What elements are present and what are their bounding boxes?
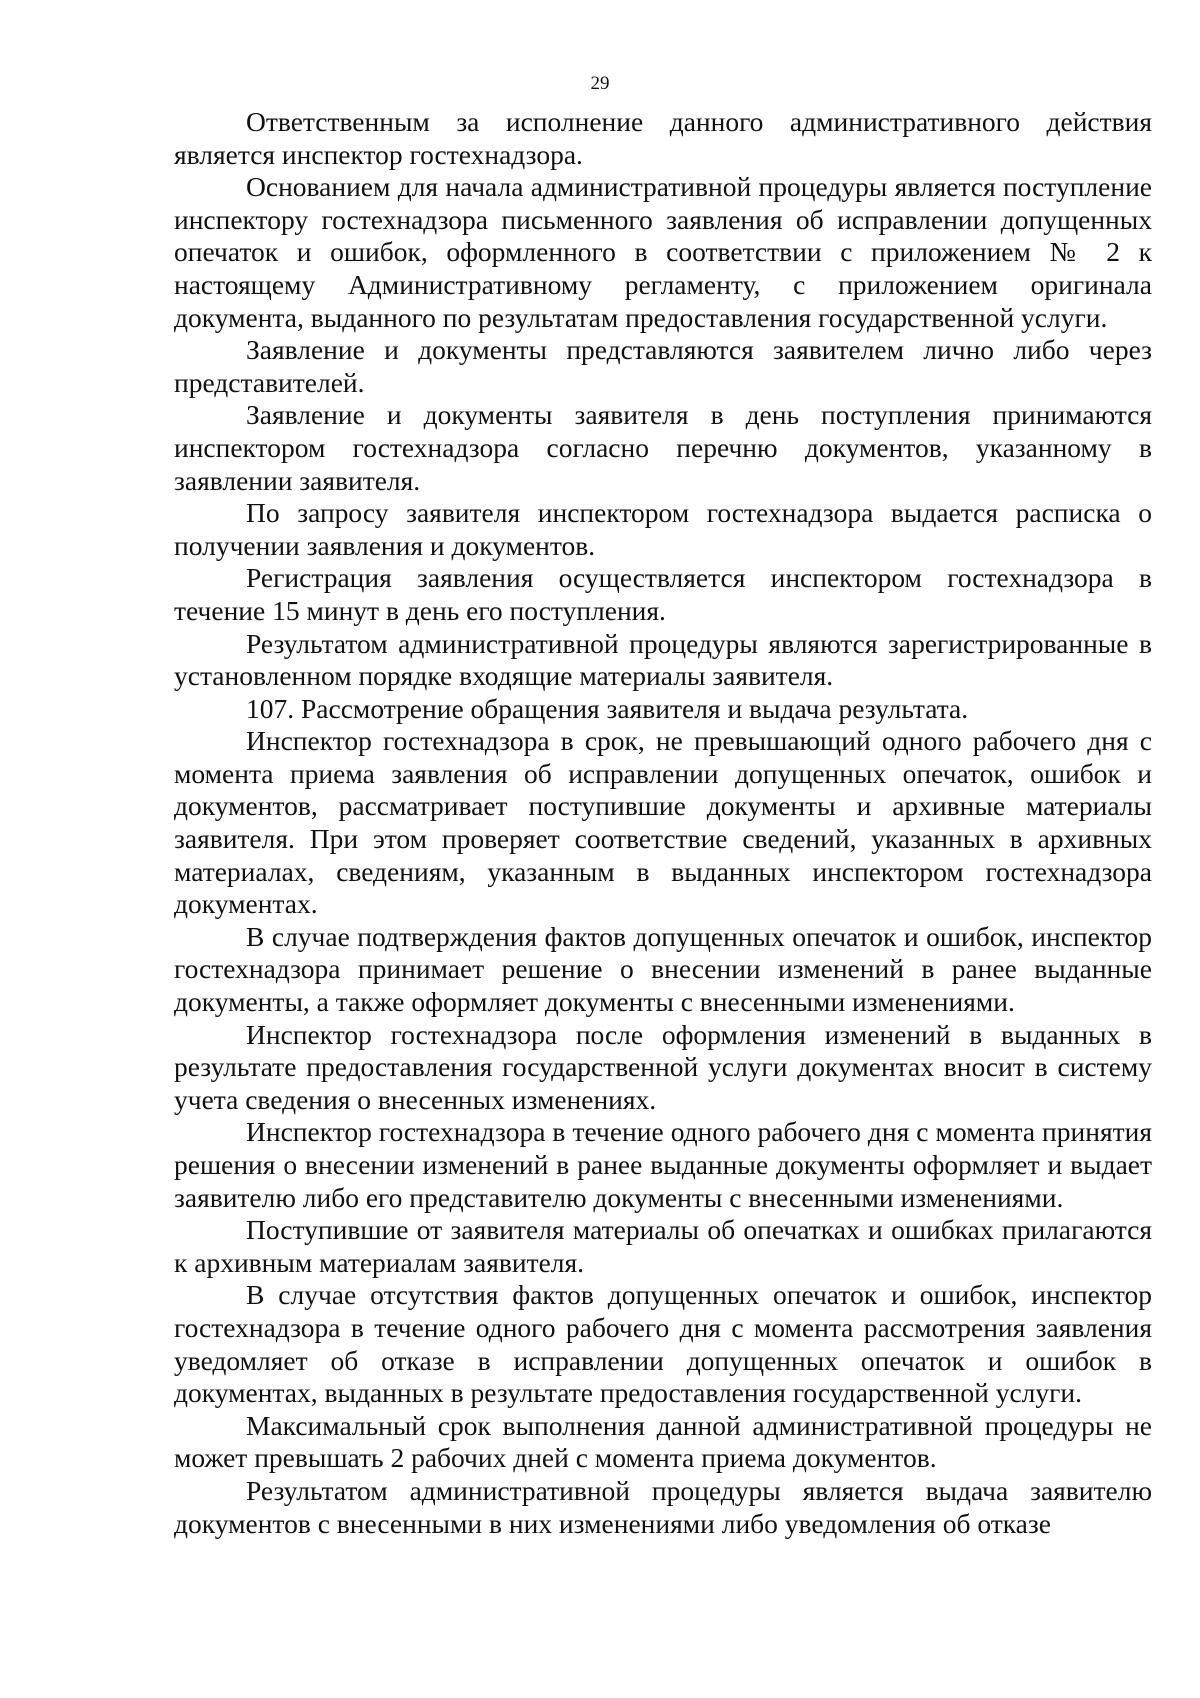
paragraph-item-107: 107. Рассмотрение обращения заявителя и выдача результата. xyxy=(246,692,969,724)
paragraph-submission: Заявление и документы представляются заявителем лично либо через представителей. xyxy=(174,334,1152,398)
paragraph-accounting: Инспектор гостехнадзора после оформления изменений в выданных в результате предоставления государственной услуги документах вносит в систему учета сведения о внесенных изменениях. xyxy=(174,1018,1152,1115)
paragraph-final-result: Результатом административной процедуры является выдача заявителю документов с внесенными в них изменениями либо уведомления об отказе xyxy=(174,1474,1152,1539)
paragraph-grounds: Основанием для начала административной процедуры является поступление инспектору гостехнадзора письменного заявления об исправлении допущенных опечаток и ошибок, оформленного в соответствии с приложением № 2 к настоящему Административному регламенту, с приложением оригинала документа, выданного по результатам предоставления государственной услуги. xyxy=(174,171,1152,333)
paragraph-max-term: Максимальный срок выполнения данной административной процедуры не может превышать 2 рабочих дней с момента приема документов. xyxy=(174,1409,1152,1474)
paragraph-refusal: В случае отсутствия фактов допущенных опечаток и ошибок, инспектор гостехнадзора в течение одного рабочего дня с момента рассмотрения заявления уведомляет об отказе в исправлении допущенных опечаток и ошибок в документах, выданных в результате предоставления государственной услуги. xyxy=(174,1279,1152,1409)
paragraph-registration: Регистрация заявления осуществляется инспектором гостехнадзора в течение 15 минут в день его поступления. xyxy=(174,562,1152,626)
document-body xyxy=(174,106,1152,1540)
paragraph-acceptance: Заявление и документы заявителя в день поступления принимаются инспектором гостехнадзора согласно перечню документов, указанному в заявлении заявителя. xyxy=(174,399,1152,496)
page-number: 29 xyxy=(590,73,610,94)
paragraph-confirmation: В случае подтверждения фактов допущенных опечаток и ошибок, инспектор гостехнадзора принимает решение о внесении изменений в ранее выданные документы, а также оформляет документы с внесенными изменениями. xyxy=(174,920,1152,1018)
paragraph-responsible: Ответственным за исполнение данного административного действия является инспектор гостехнадзора. xyxy=(174,106,1152,170)
paragraph-archive: Поступившие от заявителя материалы об опечатках и ошибках прилагаются к архивным материалам заявителя. xyxy=(174,1214,1152,1278)
paragraph-review: Инспектор гостехнадзора в срок, не превышающий одного рабочего дня с момента приема заявления об исправлении допущенных опечаток, ошибок и документов, рассматривает поступившие документы и архивные материалы заявителя. При этом проверяет соответствие сведений, указанных в архивных материалах, сведениям, указанным в выданных инспектором гостехнадзора документах. xyxy=(174,725,1152,920)
paragraph-issuance: Инспектор гостехнадзора в течение одного рабочего дня с момента принятия решения о внесении изменений в ранее выданные документы оформляет и выдает заявителю либо его представителю документы с внесенными изменениями. xyxy=(174,1116,1152,1213)
paragraph-result-registration: Результатом административной процедуры являются зарегистрированные в установленном порядке входящие материалы заявителя. xyxy=(174,627,1152,692)
paragraph-receipt: По запросу заявителя инспектором гостехнадзора выдается расписка о получении заявления и документов. xyxy=(174,497,1152,561)
